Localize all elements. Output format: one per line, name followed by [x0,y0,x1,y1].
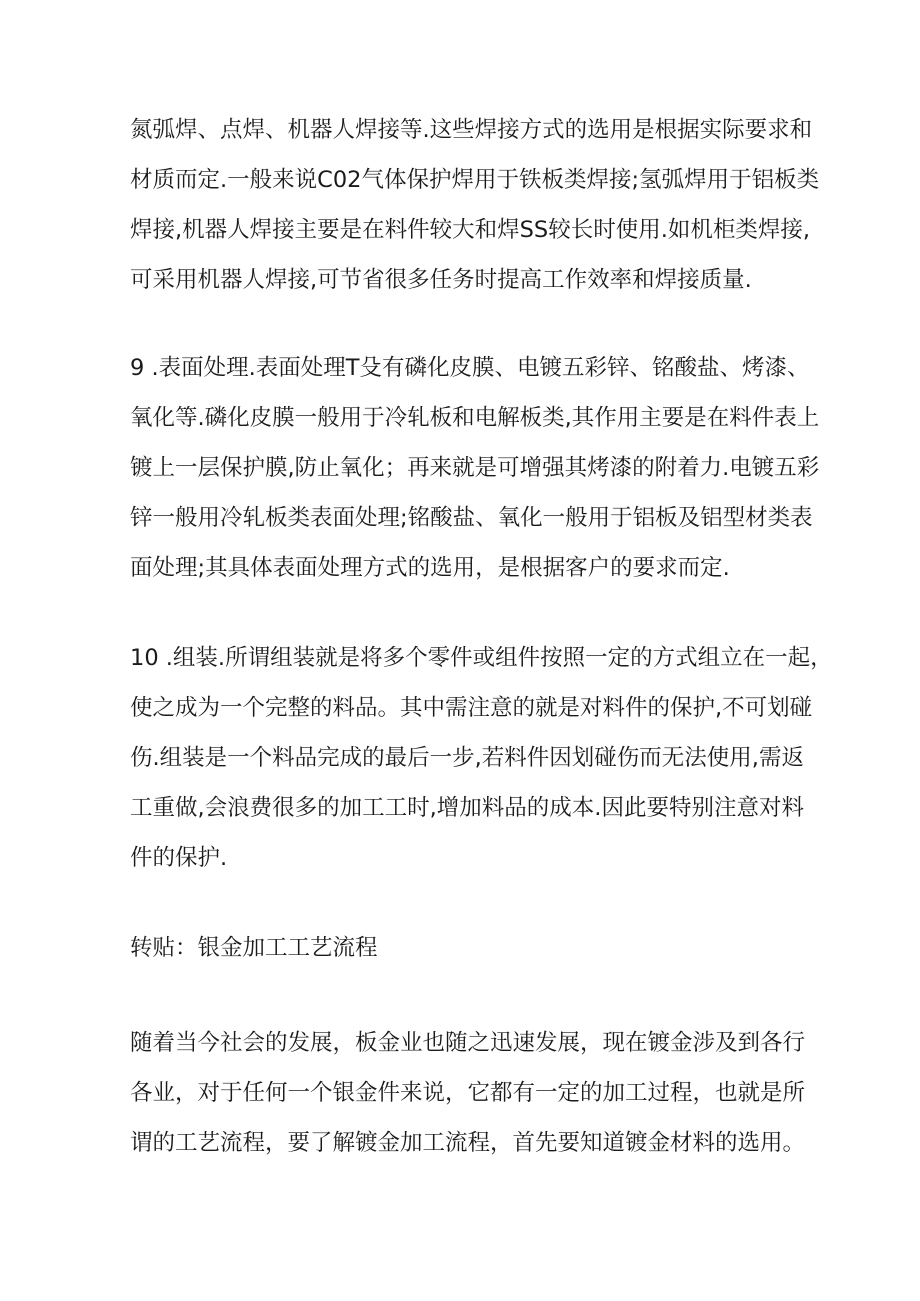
paragraph-line: 面处理;其具体表面处理方式的选用，是根据客户的要求而定. [130,555,730,581]
repost-heading [130,923,810,973]
paragraph-surface-treatment [130,343,820,593]
paragraph-line: 氮弧焊、点焊、机器人焊接等.这些焊接方式的选用是根据实际要求和 [130,117,813,143]
paragraph-line: 随着当今社会的发展，板金业也随之迅速发展，现在镀金涉及到各行 [130,1030,806,1056]
paragraph-line: 氧化等.磷化皮膜一般用于冷轧板和电解板类,其作用主要是在料件表上 [130,405,820,431]
paragraph-line: 伤.组装是一个料品完成的最后一步,若料件因划碰伤而无法使用,需返 [130,745,804,771]
paragraph-line: 谓的工艺流程，要了解镀金加工流程，首先要知道镀金材料的选用。 [130,1130,806,1156]
paragraph-line: 材质而定.一般来说C02气体保护焊用于铁板类焊接;氢弧焊用于铝板类 [130,167,820,193]
paragraph-assembly [130,633,833,883]
paragraph-line: 9 .表面处理.表面处理T殳有磷化皮膜、电镀五彩锌、铭酸盐、烤漆、 [130,355,810,381]
paragraph-line: 使之成为一个完整的料品。其中需注意的就是对料件的保护,不可划碰 [130,695,813,721]
paragraph-line: 工重做,会浪费很多的加工工时,增加料品的成本.因此要特别注意对料 [130,795,804,821]
paragraph-line: 可采用机器人焊接,可节省很多任务时提高工作效率和焊接质量. [130,267,752,293]
paragraph-line: 镀上一层保护膜,防止氧化；再来就是可增强其烤漆的附着力.电镀五彩 [130,455,820,481]
repost-heading-text: 转贴：银金加工工艺流程 [130,935,378,961]
paragraph-line: 各业，对于任何一个银金件来说，它都有一定的加工过程，也就是所 [130,1080,806,1106]
paragraph-line: 件的保护. [130,845,228,871]
paragraph-line: 10 .组装.所谓组装就是将多个零件或组件按照一定的方式组立在一起， [130,645,833,671]
paragraph-line: 焊接,机器人焊接主要是在料件较大和焊SS较长时使用.如机柜类焊接, [130,217,811,243]
paragraph-intro [130,1018,810,1168]
paragraph-welding-methods [130,105,820,305]
paragraph-line: 锌一般用冷轧板类表面处理;铭酸盐、氧化一般用于铝板及铝型材类表 [130,505,813,531]
